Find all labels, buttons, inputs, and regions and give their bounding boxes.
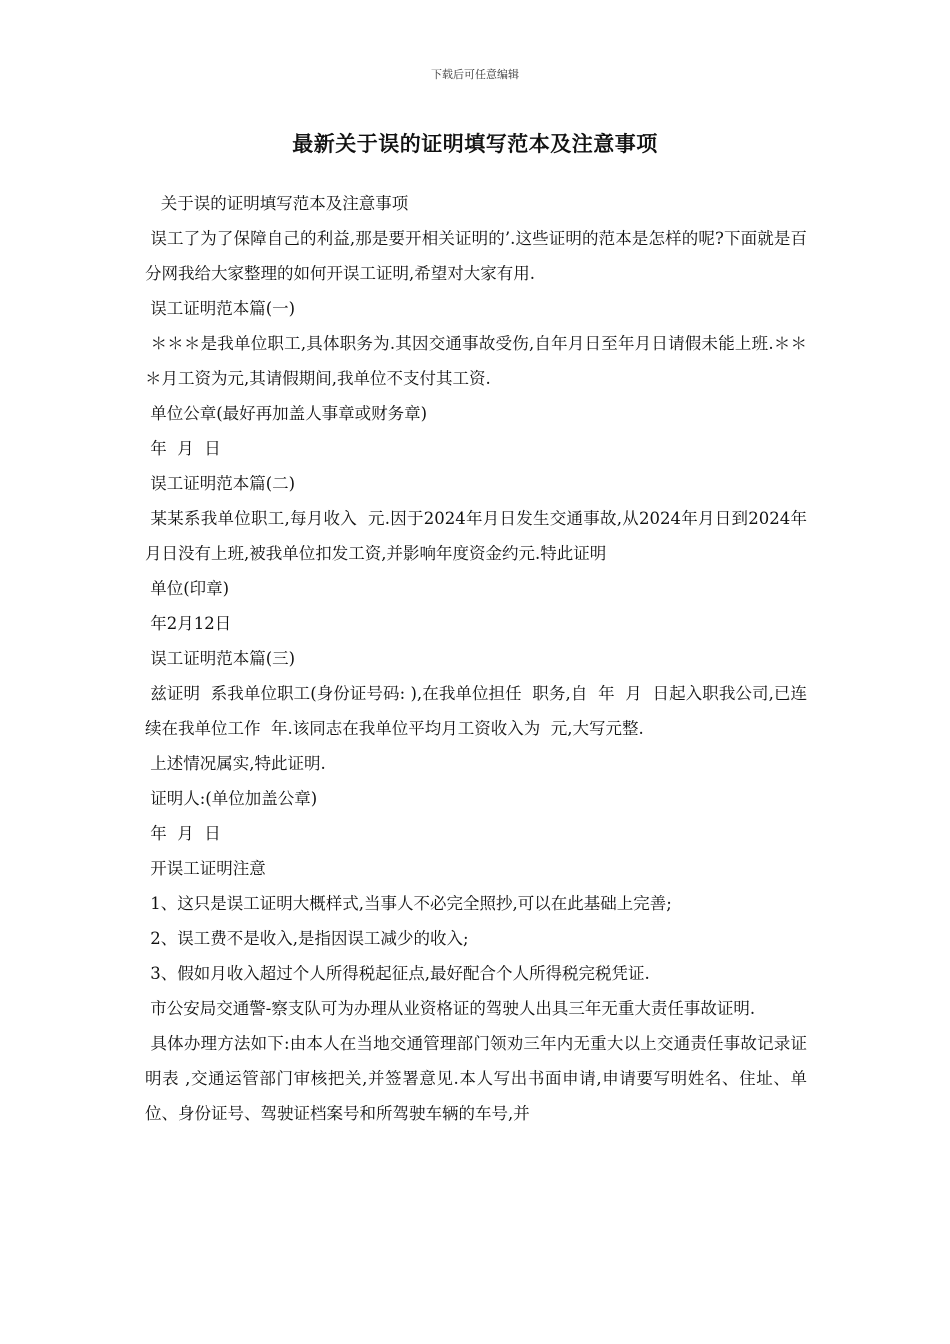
section-heading: 误工证明范本篇(一) — [145, 299, 296, 318]
list-item: 2、误工费不是收入,是指因误工减少的收入; — [145, 929, 469, 948]
header-note: 下载后可任意编辑 — [431, 68, 519, 81]
paragraph: 证明人:(单位加盖公章) — [145, 789, 318, 808]
paragraph: 市公安局交通警-察支队可为办理从业资格证的驾驶人出具三年无重大责任事故证明. — [145, 999, 756, 1018]
section-heading: 误工证明范本篇(二) — [145, 474, 296, 493]
paragraph: 具体办理方法如下:由本人在当地交通管理部门领劝三年内无重大以上交通责任事故记录证明表 ,交通运管部门审核把关,并签署意见.本人写出书面申请,申请要写明姓名、住址、单位、身份证号、驾驶证档案号和所驾驶车辆的车号,并 — [145, 1034, 807, 1123]
paragraph: 关于误的证明填写范本及注意事项 — [145, 194, 409, 213]
section-heading: 误工证明范本篇(三) — [145, 649, 296, 668]
paragraph: 单位公章(最好再加盖人事章或财务章) — [145, 404, 428, 423]
date-line: 年 月 日 — [145, 439, 221, 458]
paragraph: 误工了为了保障自己的利益,那是要开相关证明的’.这些证明的范本是怎样的呢?下面就是百分网我给大家整理的如何开误工证明,希望对大家有用. — [145, 229, 807, 283]
list-item: 1、这只是误工证明大概样式,当事人不必完全照抄,可以在此基础上完善; — [145, 894, 672, 913]
section-heading: 开误工证明注意 — [145, 859, 266, 878]
document-title: 最新关于误的证明填写范本及注意事项 — [292, 131, 658, 156]
date-line: 年 月 日 — [145, 824, 221, 843]
date-line: 年2月12日 — [145, 614, 232, 633]
paragraph: ＊＊＊是我单位职工,具体职务为.其因交通事故受伤,自年月日至年月日请假未能上班.＊＊＊月工资为元,其请假期间,我单位不支付其工资. — [145, 334, 808, 388]
paragraph: 兹证明 系我单位职工(身份证号码: ),在我单位担任 职务,自 年 月 日起入职我公司,已连续在我单位工作 年.该同志在我单位平均月工资收入为 元,大写元整. — [145, 684, 807, 738]
list-item: 3、假如月收入超过个人所得税起征点,最好配合个人所得税完税凭证. — [145, 964, 650, 983]
paragraph: 单位(印章) — [145, 579, 230, 598]
paragraph: 上述情况属实,特此证明. — [145, 754, 326, 773]
document-body — [145, 186, 807, 1131]
paragraph: 某某系我单位职工,每月收入 元.因于2024年月日发生交通事故,从2024年月日到2024年月日没有上班,被我单位扣发工资,并影响年度资金约元.特此证明 — [145, 509, 807, 563]
